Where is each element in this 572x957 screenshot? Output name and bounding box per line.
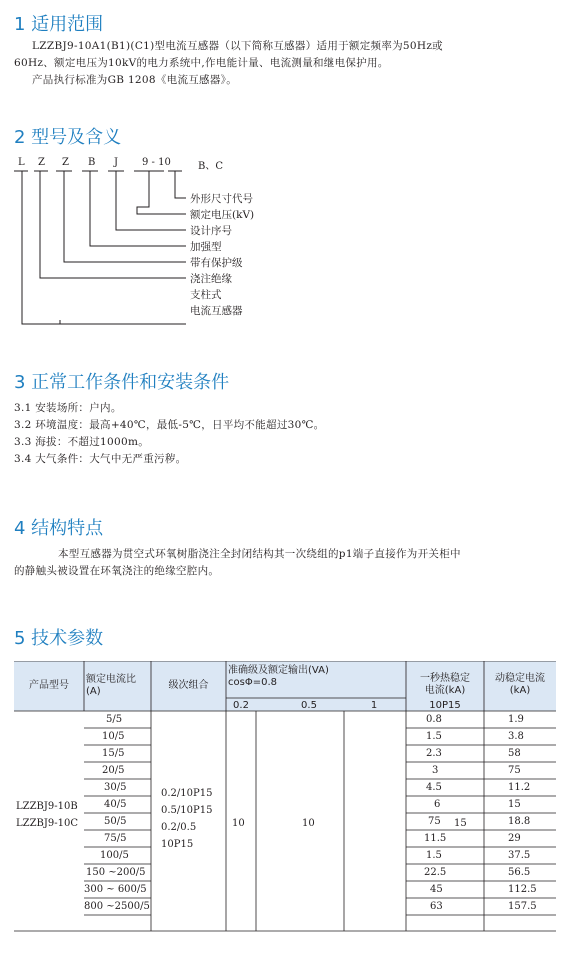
condition-atmosphere: 3.4 大气条件：大气中无严重污秽。	[14, 453, 187, 465]
row-ratio: 100/5	[100, 850, 129, 861]
meaning-post-type: 支柱式	[190, 289, 222, 301]
output-05: 10	[302, 818, 315, 829]
combo-1: 0.2/10P15	[161, 788, 213, 799]
section-4-title: 4 结构特点	[14, 518, 104, 539]
row-dynamic: 112.5	[508, 884, 537, 895]
header-accuracy: 准确级及额定输出(VA) cosΦ=0.8	[228, 665, 329, 688]
s1-line-3: 产品执行标准为GB 1208《电流互感器》。	[32, 74, 238, 86]
meaning-reinforced: 加强型	[190, 241, 222, 253]
row-ratio: 15/5	[102, 748, 125, 759]
code-letter-3: Z	[62, 157, 69, 168]
code-letter-4: B	[88, 157, 96, 168]
row-dynamic: 1.9	[508, 714, 524, 725]
row-dynamic: 37.5	[508, 850, 531, 861]
row-dynamic: 18.8	[508, 816, 531, 827]
row-thermal: 0.8	[426, 714, 442, 725]
row-ratio: 300 ~ 600/5	[84, 884, 147, 895]
row-dynamic: 157.5	[508, 901, 537, 912]
combo-2: 0.5/10P15	[161, 805, 213, 816]
row-dynamic: 58	[508, 748, 521, 759]
section-1-title: 1 适用范围	[14, 14, 104, 35]
condition-temperature: 3.2 环境温度：最高+40℃，最低-5℃，日平均不能超过30℃。	[14, 419, 325, 431]
output-02: 10	[232, 818, 245, 829]
header-thermal: 一秒热稳定 电流(kA)	[420, 673, 470, 696]
row-thermal: 3	[432, 765, 439, 776]
row-dynamic: 29	[508, 833, 521, 844]
header-sub-02: 0.2	[233, 700, 249, 711]
s1-line-1: LZZBJ9-10A1(B1)(C1)型电流互感器（以下简称互感器）适用于额定频率为50Hz或	[32, 40, 443, 52]
s1-line-2: 60Hz、额定电压为10kV的电力系统中,作电能计量、电流测量和继电保护用。	[14, 57, 389, 69]
header-ratio: 额定电流比 (A)	[86, 674, 136, 697]
row-ratio: 30/5	[104, 782, 127, 793]
meaning-current-transformer: 电流互感器	[190, 305, 243, 317]
row-dynamic: 15	[508, 799, 521, 810]
output-10p15: 15	[454, 818, 467, 829]
row-thermal: 2.3	[426, 748, 442, 759]
section-5-title: 5 技术参数	[14, 628, 104, 649]
row-thermal: 11.5	[424, 833, 447, 844]
row-dynamic: 3.8	[508, 731, 524, 742]
row-dynamic: 75	[508, 765, 521, 776]
row-ratio: 150 ~200/5	[86, 867, 146, 878]
model-code-bracket-diagram	[0, 0, 572, 340]
row-ratio: 20/5	[102, 765, 125, 776]
row-ratio: 40/5	[104, 799, 127, 810]
row-thermal: 22.5	[424, 867, 447, 878]
model-name-c: LZZBJ9-10C	[16, 818, 79, 829]
row-ratio: 5/5	[106, 714, 123, 725]
meaning-design-serial: 设计序号	[190, 225, 232, 237]
row-thermal: 45	[430, 884, 443, 895]
row-ratio: 50/5	[104, 816, 127, 827]
row-ratio: 75/5	[104, 833, 127, 844]
meaning-rated-voltage: 额定电压(kV)	[190, 209, 255, 221]
header-sub-10p15: 10P15	[429, 700, 461, 711]
model-name-b: LZZBJ9-10B	[16, 801, 78, 812]
combo-3: 0.2/0.5	[161, 822, 197, 833]
header-class-combo: 级次组合	[168, 680, 209, 691]
s4-line-1: 本型互感器为贯空式环氧树脂浇注全封闭结构其一次绕组的p1端子直接作为开关柜中	[58, 548, 461, 560]
row-thermal: 63	[430, 901, 443, 912]
row-thermal: 4.5	[426, 782, 442, 793]
meaning-protection-class: 带有保护级	[190, 257, 243, 269]
row-thermal: 6	[434, 799, 441, 810]
header-sub-05: 0.5	[301, 700, 317, 711]
code-letter-2: Z	[38, 157, 45, 168]
row-thermal: 75	[428, 816, 441, 827]
row-dynamic: 56.5	[508, 867, 531, 878]
header-model: 产品型号	[29, 680, 69, 691]
code-letter-5: J	[114, 157, 119, 168]
section-2-title: 2 型号及含义	[14, 127, 122, 148]
row-thermal: 1.5	[426, 731, 442, 742]
row-ratio: 10/5	[102, 731, 125, 742]
header-sub-1: 1	[370, 700, 378, 711]
condition-altitude: 3.3 海拔：不超过1000m。	[14, 436, 150, 448]
header-dynamic: 动稳定电流 (kA)	[495, 673, 545, 696]
meaning-outline-size: 外形尺寸代号	[190, 193, 253, 205]
row-thermal: 1.5	[426, 850, 442, 861]
meaning-cast-insulation: 浇注绝缘	[190, 273, 232, 285]
combo-4: 10P15	[161, 839, 194, 850]
condition-install-site: 3.1 安装场所：户内。	[14, 402, 122, 414]
section-3-title: 3 正常工作条件和安装条件	[14, 372, 230, 393]
code-voltage: 9 - 10	[142, 157, 171, 168]
code-variant: B、C	[198, 161, 223, 172]
row-dynamic: 11.2	[508, 782, 531, 793]
code-letter-1: L	[18, 157, 25, 168]
row-ratio: 800 ~2500/5	[84, 901, 150, 912]
s4-line-2: 的静触头被设置在环氧浇注的绝缘空腔内。	[14, 565, 220, 577]
